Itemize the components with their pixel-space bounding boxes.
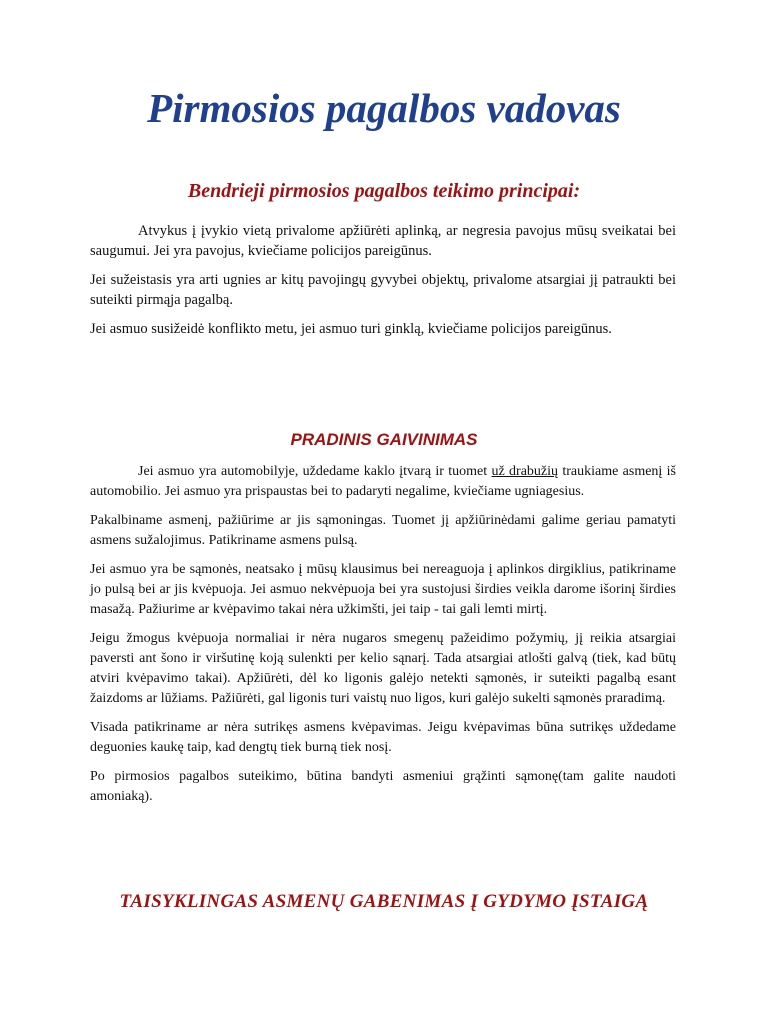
underlined-text: už drabužių	[491, 464, 559, 479]
section-heading-transport: TAISYKLINGAS ASMENŲ GABENIMAS Į GYDYMO ĮSTAIGĄ	[119, 891, 649, 912]
section-heading-principles: Bendrieji pirmosios pagalbos teikimo principai:	[187, 180, 581, 202]
paragraph-text: traukiame asmenį iš automobilio. Jei asmuo yra prispaustas bei to padaryti negalime, kviečiame ugniagesius.	[90, 464, 676, 499]
paragraph	[90, 462, 676, 502]
paragraph: Atvykus į įvykio vietą privalome apžiūrėti aplinką, ar negresia pavojus mūsų sveikatai bei saugumui. Jei yra pavojus, kviečiame policijos pareigūnus.	[90, 223, 676, 259]
paragraph-text: Jei asmuo yra automobilyje, uždedame kaklo įtvarą ir tuomet	[138, 464, 492, 479]
resuscitation-text	[90, 462, 676, 816]
section-heading-resuscitation: PRADINIS GAIVINIMAS	[290, 430, 478, 449]
paragraph: Pakalbiname asmenį, pažiūrime ar jis sąmoningas. Tuomet jį apžiūrinėdami galime geriau pamatyti asmens sužalojimus. Patikriname asmens pulsą.	[90, 513, 676, 548]
paragraph: Visada patikriname ar nėra sutrikęs asmens kvėpavimas. Jeigu kvėpavimas būna sutrikęs uždedame deguonies kaukę taip, kad dengtų tiek burną tiek nosį.	[90, 720, 676, 755]
document-title: Pirmosios pagalbos vadovas	[147, 85, 621, 131]
principles-text	[90, 221, 676, 348]
paragraph: Jei asmuo susižeidė konflikto metu, jei asmuo turi ginklą, kviečiame policijos pareigūnus.	[90, 321, 612, 337]
paragraph: Jei asmuo yra be sąmonės, neatsako į mūsų klausimus bei nereaguoja į aplinkos dirgiklius, patikriname jo pulsą bei ar jis kvėpuoja. Jei asmuo nekvėpuoja bei yra sustojusi širdies veikla darome išorinį širdies masažą. Pažiurime ar kvėpavimo takai nėra užkimšti, jei taip - tai gali lemti mirtį.	[90, 562, 676, 617]
paragraph: Jeigu žmogus kvėpuoja normaliai ir nėra nugaros smegenų pažeidimo požymių, jį reikia atsargiai paversti ant šono ir viršutinę koją sulenkti per kelio sąnarį. Tada atsargiai atlošti galvą (tiek, kad būtų atviri kvėpavimo takai). Apžiūrėti, dėl ko ligonis galėjo netekti sąmonės, ir suteikti pagalbą esant žaizdoms ar lūžiams. Pažiūrėti, gal ligonis turi vaistų nuo ligos, kuri galėjo sukelti sąmonės praradimą.	[90, 631, 676, 706]
paragraph: Jei sužeistasis yra arti ugnies ar kitų pavojingų gyvybei objektų, privalome atsargiai jį patraukti bei suteikti pirmąja pagalbą.	[90, 272, 676, 308]
paragraph: Po pirmosios pagalbos suteikimo, būtina bandyti asmeniui grąžinti sąmonę(tam galite naudoti amoniaką).	[90, 769, 676, 804]
